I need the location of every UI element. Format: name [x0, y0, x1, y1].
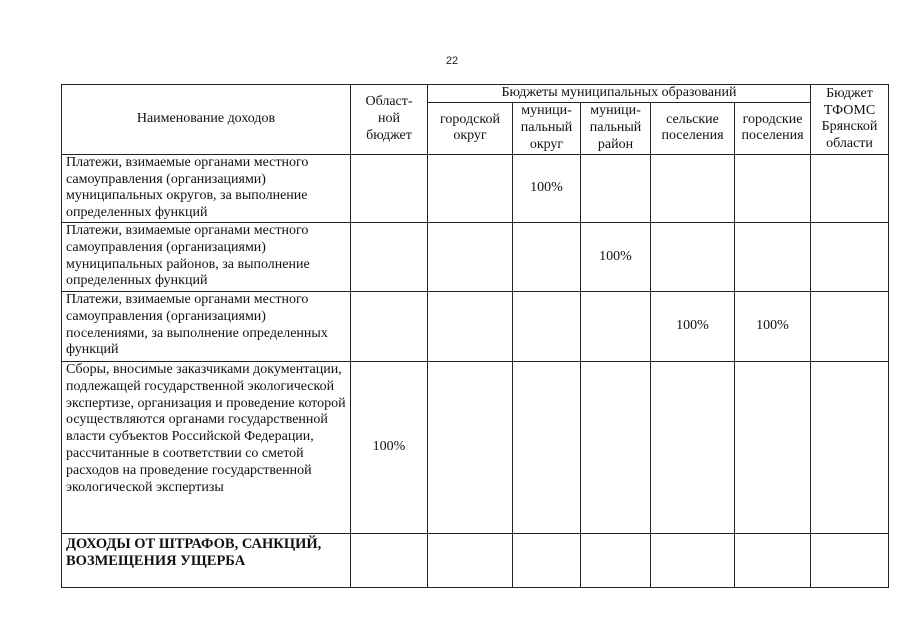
row-name: Платежи, взимаемые органами местного самоуправления (организациями) муниципальных районов, за выполнение определенных функций — [62, 222, 351, 291]
header-rural-settlements: сельские поселения — [651, 102, 735, 154]
header-tfoms-budget: Бюджет ТФОМС Брянской области — [811, 85, 889, 155]
cell-urban-settlements — [735, 222, 811, 291]
table-row — [62, 154, 889, 222]
cell-rural-settlements — [651, 222, 735, 291]
cell-municipal-raion — [581, 291, 651, 361]
header-municipal-okrug: муници- пальный округ — [513, 102, 581, 154]
cell-regional — [351, 533, 428, 587]
cell-urban-district — [428, 154, 513, 222]
cell-tfoms — [811, 222, 889, 291]
cell-municipal-okrug — [513, 291, 581, 361]
header-name: Наименование доходов — [62, 85, 351, 155]
cell-regional: 100% — [351, 361, 428, 533]
cell-municipal-okrug — [513, 533, 581, 587]
table-row — [62, 291, 889, 361]
cell-regional — [351, 291, 428, 361]
cell-rural-settlements: 100% — [651, 291, 735, 361]
cell-regional — [351, 222, 428, 291]
cell-rural-settlements — [651, 533, 735, 587]
cell-municipal-okrug — [513, 222, 581, 291]
header-municipal-budgets: Бюджеты муниципальных образований — [428, 85, 811, 103]
cell-urban-district — [428, 361, 513, 533]
row-name-section-heading: ДОХОДЫ ОТ ШТРАФОВ, САНКЦИЙ, ВОЗМЕЩЕНИЯ УЩЕРБА — [62, 533, 351, 587]
cell-urban-district — [428, 291, 513, 361]
cell-urban-district — [428, 533, 513, 587]
row-name: Платежи, взимаемые органами местного самоуправления (организациями) муниципальных округов, за выполнение определенных функций — [62, 154, 351, 222]
row-name: Сборы, вносимые заказчиками документации, подлежащей государственной экологической экспертизе, организация и проведение которой осуществляются органами государственной власти субъектов Российской Федерации, рассчитанные в соответствии со сметой расходов на проведение государственной экологической экспертизы — [62, 361, 351, 533]
cell-regional — [351, 154, 428, 222]
table-row — [62, 533, 889, 587]
row-name: Платежи, взимаемые органами местного самоуправления (организациями) поселениями, за выполнение определенных функций — [62, 291, 351, 361]
cell-municipal-raion — [581, 154, 651, 222]
cell-urban-district — [428, 222, 513, 291]
cell-municipal-okrug: 100% — [513, 154, 581, 222]
cell-urban-settlements — [735, 154, 811, 222]
page-number: 22 — [445, 55, 459, 67]
cell-urban-settlements — [735, 533, 811, 587]
revenue-distribution-table — [61, 84, 889, 588]
cell-municipal-raion — [581, 361, 651, 533]
cell-tfoms — [811, 154, 889, 222]
cell-urban-settlements: 100% — [735, 291, 811, 361]
cell-tfoms — [811, 533, 889, 587]
table-row — [62, 222, 889, 291]
cell-rural-settlements — [651, 154, 735, 222]
cell-urban-settlements — [735, 361, 811, 533]
header-municipal-raion: муници- пальный район — [581, 102, 651, 154]
header-regional-budget: Област- ной бюджет — [351, 85, 428, 155]
cell-municipal-raion: 100% — [581, 222, 651, 291]
table-row — [62, 361, 889, 533]
header-urban-district: городской округ — [428, 102, 513, 154]
header-urban-settlements: городские поселения — [735, 102, 811, 154]
cell-rural-settlements — [651, 361, 735, 533]
cell-municipal-okrug — [513, 361, 581, 533]
cell-tfoms — [811, 361, 889, 533]
cell-tfoms — [811, 291, 889, 361]
cell-municipal-raion — [581, 533, 651, 587]
